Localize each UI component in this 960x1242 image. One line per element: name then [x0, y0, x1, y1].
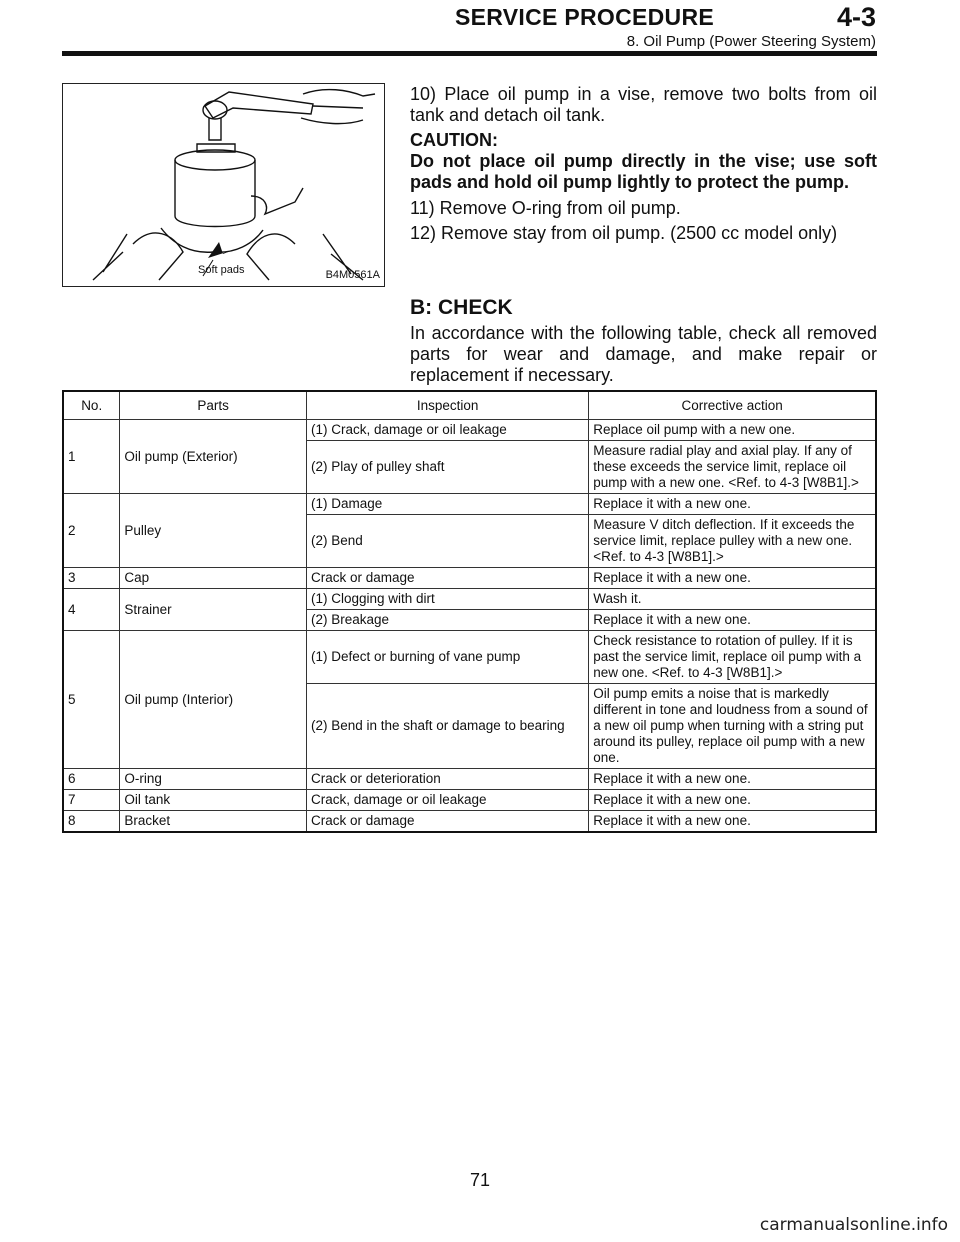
arrow-icon	[208, 242, 233, 258]
step-11: 11) Remove O-ring from oil pump.	[410, 198, 681, 218]
row-action: Replace it with a new one.	[589, 494, 876, 515]
row-action: Replace it with a new one.	[589, 610, 876, 631]
row-part: Pulley	[120, 494, 307, 568]
check-table	[62, 390, 877, 833]
table-row	[63, 811, 876, 833]
row-part: O-ring	[120, 769, 307, 790]
row-part: Oil pump (Exterior)	[120, 420, 307, 494]
row-no: 3	[63, 568, 120, 589]
pump-body	[161, 228, 263, 252]
row-part: Cap	[120, 568, 307, 589]
table-header-row	[63, 391, 876, 420]
caution-heading: CAUTION:	[410, 130, 498, 150]
row-inspection: Crack or damage	[306, 811, 588, 833]
row-inspection: (2) Bend	[306, 515, 588, 568]
reservoir-top	[175, 150, 255, 170]
header-title: SERVICE PROCEDURE	[455, 4, 715, 30]
header-rule	[62, 51, 877, 56]
row-no: 1	[63, 420, 120, 494]
check-intro: In accordance with the following table, check all removed parts for wear and damage, and make repair or replacement if necessary.	[410, 323, 877, 385]
row-part: Bracket	[120, 811, 307, 833]
row-part: Oil pump (Interior)	[120, 631, 307, 769]
row-inspection: Crack, damage or oil leakage	[306, 790, 588, 811]
row-action: Measure V ditch deflection. If it exceeds the service limit, replace pulley with a new one. <Ref. to 4-3 [W8B1].>	[589, 515, 876, 568]
row-action: Replace it with a new one.	[589, 790, 876, 811]
row-inspection: (2) Bend in the shaft or damage to bearing	[306, 684, 588, 769]
row-action: Measure radial play and axial play. If any of these exceeds the service limit, replace oil pump with a new one. <Ref. to 4-3 [W8B1].>	[589, 441, 876, 494]
row-action: Replace it with a new one.	[589, 811, 876, 833]
caution-text: Do not place oil pump directly in the vise; use soft pads and hold oil pump lightly to protect the pump.	[410, 151, 877, 192]
row-inspection: (1) Damage	[306, 494, 588, 515]
row-action: Check resistance to rotation of pulley. If it is past the service limit, replace oil pump with a new one. <Ref. to 4-3 [W8B1].>	[589, 631, 876, 684]
header-section-number: 4-3	[836, 2, 876, 32]
table-row	[63, 494, 876, 515]
header-parts: Parts	[120, 391, 307, 420]
row-no: 7	[63, 790, 120, 811]
row-action: Wash it.	[589, 589, 876, 610]
step-12: 12) Remove stay from oil pump. (2500 cc model only)	[410, 223, 838, 243]
row-part: Oil tank	[120, 790, 307, 811]
figure-code: B4M0561A	[325, 269, 380, 281]
row-inspection: Crack or deterioration	[306, 769, 588, 790]
table-row	[63, 631, 876, 684]
row-no: 5	[63, 631, 120, 769]
table-row	[63, 568, 876, 589]
row-inspection: (2) Play of pulley shaft	[306, 441, 588, 494]
row-action: Oil pump emits a noise that is markedly different in tone and loudness from a sound of a new oil pump when turning with a string put around its pulley, replace oil pump with a new one.	[589, 684, 876, 769]
socket-extension	[209, 118, 221, 140]
header-subtitle: 8. Oil Pump (Power Steering System)	[626, 33, 876, 50]
table-row	[63, 769, 876, 790]
row-part: Strainer	[120, 589, 307, 631]
header-inspection: Inspection	[306, 391, 588, 420]
row-inspection: (1) Clogging with dirt	[306, 589, 588, 610]
row-inspection: (1) Defect or burning of vane pump	[306, 631, 588, 684]
header-corrective-action: Corrective action	[589, 391, 876, 420]
table-row	[63, 420, 876, 441]
page-number: 71	[469, 1170, 491, 1190]
row-action: Replace it with a new one.	[589, 769, 876, 790]
oil-pump-illustration	[63, 84, 384, 286]
row-no: 8	[63, 811, 120, 833]
row-inspection: (2) Breakage	[306, 610, 588, 631]
procedure-steps	[410, 84, 877, 248]
check-section-title: B: CHECK	[410, 296, 513, 319]
header-no: No.	[63, 391, 120, 420]
row-action: Replace oil pump with a new one.	[589, 420, 876, 441]
table-row	[63, 790, 876, 811]
figure-label: Soft pads	[198, 264, 245, 276]
step-10: 10) Place oil pump in a vise, remove two bolts from oil tank and detach oil tank.	[410, 84, 877, 125]
watermark-link[interactable]: carmanualsonline.info	[759, 1215, 948, 1235]
row-inspection: Crack or damage	[306, 568, 588, 589]
row-inspection: (1) Crack, damage or oil leakage	[306, 420, 588, 441]
hose	[251, 188, 303, 214]
row-action: Replace it with a new one.	[589, 568, 876, 589]
table-row	[63, 589, 876, 610]
oil-pump-vise-figure	[62, 83, 385, 287]
row-no: 2	[63, 494, 120, 568]
ratchet-handle	[205, 92, 313, 118]
row-no: 6	[63, 769, 120, 790]
row-no: 4	[63, 589, 120, 631]
